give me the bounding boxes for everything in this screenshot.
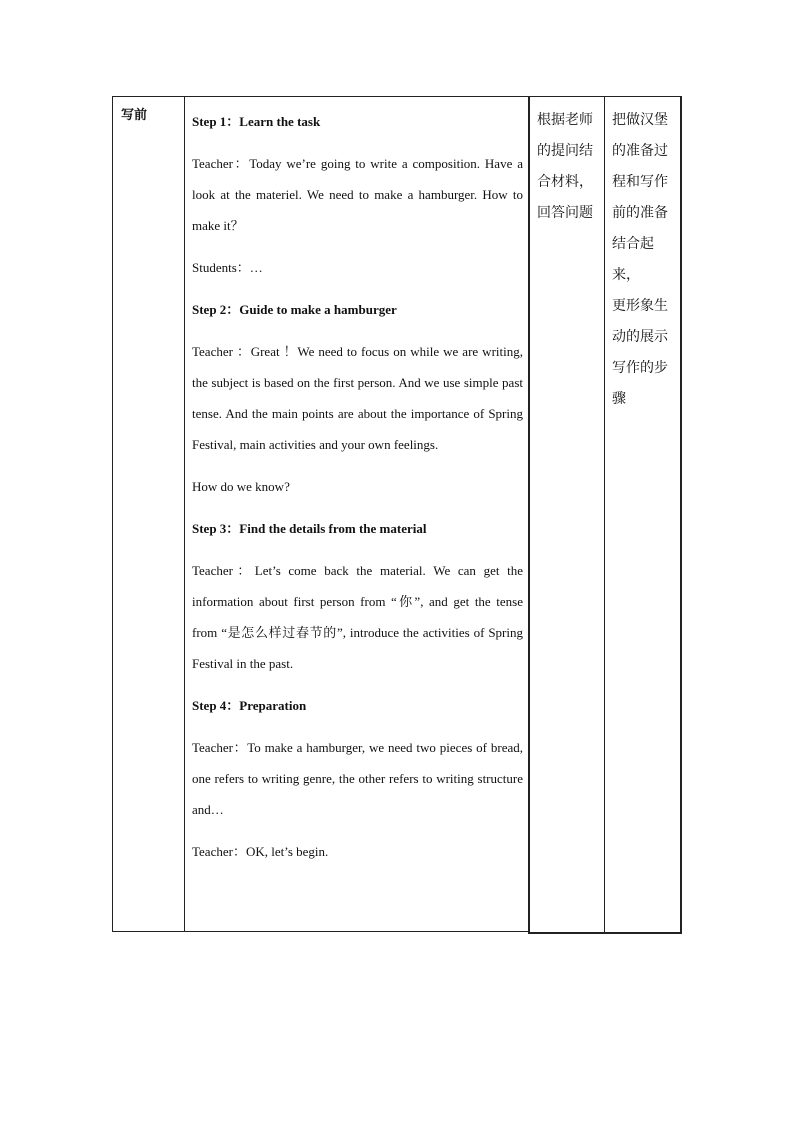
step-2-heading: Step 2：Guide to make a hamburger [192,302,397,317]
stage-cell [112,96,185,932]
teacher-paragraph-3: Teacher：Let’s come back the material. We can get the information about first person from “你”, and get the tense from “是怎么样过春节的”, introduce the activities of Spring Festival in the past. [192,563,523,671]
spacer [192,241,523,252]
teacher-paragraph-1: Teacher：Today we’re going to write a composition. Have a look at the materiel. We need to make a hamburger. How to make it？ [192,156,523,233]
spacer [192,325,523,336]
design-intent-cell [604,96,682,934]
student-activity-text: 根据老师 的提问结 合材料， 回答问题 [537,112,593,221]
spacer [192,721,523,732]
teacher-paragraph-5: Teacher：OK, let’s begin. [192,844,329,859]
spacer [192,283,523,294]
teacher-paragraph-4: Teacher：To make a hamburger, we need two pieces of bread, one refers to writing genre, the other refers to writing structure and… [192,740,523,817]
spacer [192,825,523,836]
spacer [192,137,523,148]
step-4-heading: Step 4：Preparation [192,698,307,713]
design-intent-text: 把做汉堡 的准备过 程和写作 前的准备 结合起来， 更形象生 动的展示 写作的步 骤 [612,112,668,407]
teacher-paragraph-2: Teacher ：Great ！We need to focus on while we are writing, the subject is based on the first person. And we use simple past tense. And the main points are about the importance of Spring Festival, main activities and your own feelings. [192,344,523,452]
teaching-process-cell [184,96,529,932]
spacer [192,460,523,471]
spacer [192,544,523,555]
lesson-plan-table [112,96,682,932]
step-3-heading: Step 3：Find the details from the material [192,521,427,536]
student-activity-cell [528,96,605,934]
spacer [192,502,523,513]
spacer [192,679,523,690]
question-paragraph: How do we know? [192,479,290,494]
students-paragraph: Students：… [192,260,263,275]
stage-label: 写前 [121,108,148,123]
step-1-heading: Step 1：Learn the task [192,114,321,129]
